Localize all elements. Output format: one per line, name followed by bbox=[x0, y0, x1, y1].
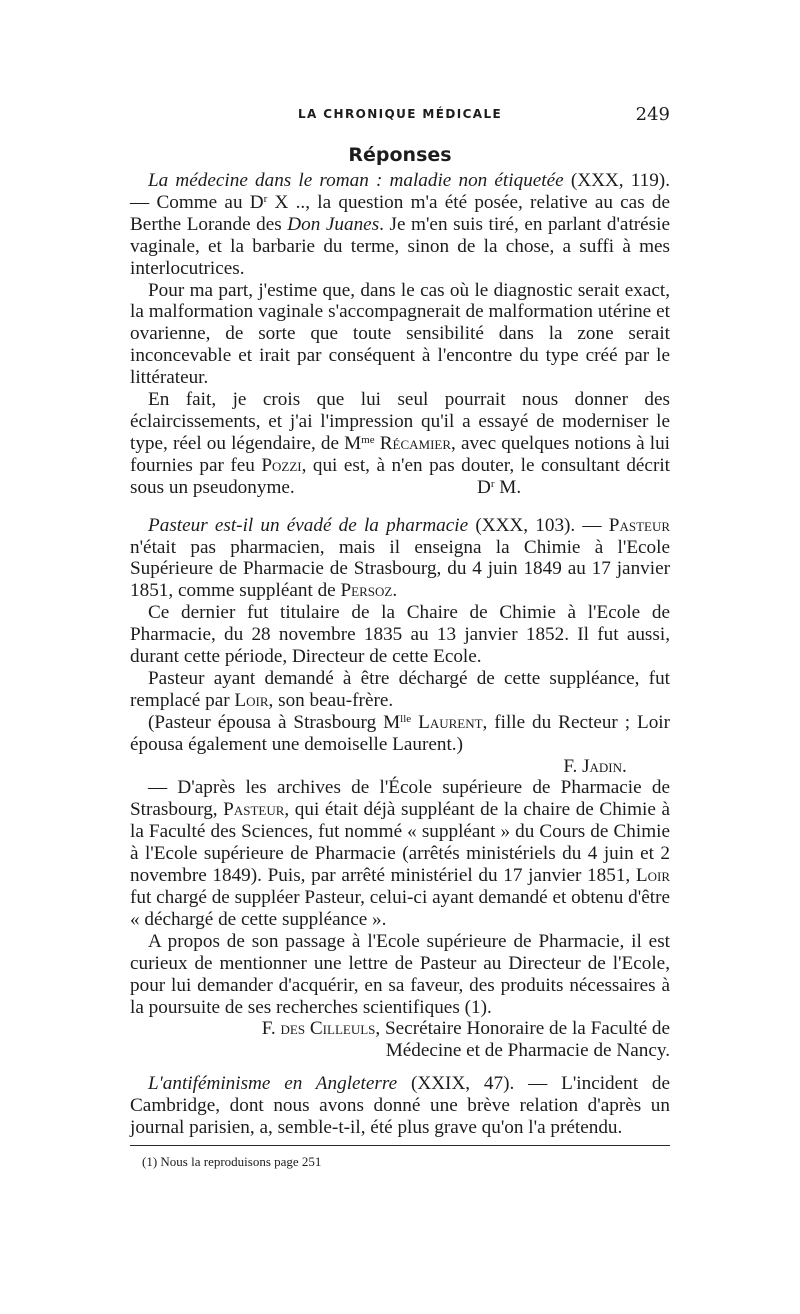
book-title: Don Juanes bbox=[287, 213, 380, 235]
reponse-3-paragraph-2: A propos de son passage à l'Ecole supérieure de Pharmacie, il est curieux de mentionner une lettre de Pasteur au Directeur de l'Ecole, pour lui demander d'acquérir, en sa faveur, des produits nécessaires à la poursuite de ses recherches scientifiques (1). bbox=[130, 930, 670, 1018]
reponse-1-signature bbox=[477, 477, 521, 498]
reponse-1-paragraph-2: Pour ma part, j'estime que, dans le cas où le diagnostic serait exact, la malformation vaginale s'accompagnerait de malformation utérine et ovarienne, de sorte que toute sensibilité dans la zone serait inconcevable et irait par conséquent à l'encontre du type créé par le littérateur. bbox=[130, 279, 670, 389]
person-name: Persoz bbox=[340, 580, 393, 602]
text-run: . Je m'en suis tiré, en parlant d'atrésie vaginale, et la barbarie du terme, sinon de la chose, a suffi à mes interlocutrices. bbox=[130, 213, 670, 279]
footnote-divider bbox=[130, 1145, 670, 1146]
reponse-3-signature-line-2: Médecine et de Pharmacie de Nancy. bbox=[385, 1040, 670, 1062]
reponse-3-paragraph-1 bbox=[130, 777, 670, 930]
person-name: Loir bbox=[234, 689, 269, 711]
page bbox=[130, 104, 670, 1170]
reponse-4-paragraph bbox=[130, 1073, 670, 1139]
article-body bbox=[130, 170, 670, 1139]
text-run: Pasteur ayant demandé à être déchargé de cette suppléance, fut remplacé par bbox=[130, 667, 670, 711]
person-name: Loir bbox=[635, 865, 670, 887]
person-name: Jadin bbox=[582, 755, 623, 777]
text-run: L'incident de Cambridge, dont nous avons donné une brève relation d'après un journal parisien, a, semble-t-il, été plus grave qu'on l'a prétendu. bbox=[130, 1073, 670, 1139]
text-run: — D'après les archives de l'École supérieure de Pharmacie de Strasbourg, bbox=[130, 777, 670, 821]
reponse-2-paragraph-4 bbox=[130, 712, 670, 756]
text-run: M. bbox=[494, 476, 522, 498]
text-run: fut chargé de suppléer Pasteur, celui-ci ayant demandé et obtenu d'être « déchargé de cette suppléance ». bbox=[130, 887, 670, 930]
text-run: F. bbox=[563, 755, 583, 777]
person-name: Récamier bbox=[379, 432, 452, 454]
page-number: 249 bbox=[635, 104, 670, 125]
superscript: lle bbox=[400, 712, 412, 725]
person-name: Laurent bbox=[418, 711, 483, 733]
text-run: (Pasteur épousa à Strasbourg M bbox=[148, 711, 401, 733]
reponse-2-paragraph-3 bbox=[130, 668, 670, 712]
person-name: des Cilleuls bbox=[280, 1018, 376, 1040]
text-run: F. bbox=[261, 1018, 281, 1040]
superscript: me bbox=[361, 433, 375, 446]
text-run: Comme au D bbox=[156, 191, 264, 213]
section-title: Réponses bbox=[348, 144, 452, 166]
person-name: Pasteur bbox=[608, 514, 671, 536]
footnote: (1) Nous la reproduisons page 251 bbox=[142, 1153, 322, 1169]
reponse-4-title: L'antiféminisme en Angleterre bbox=[148, 1073, 398, 1095]
reponse-2-signature bbox=[130, 756, 670, 778]
reponse-4-ref: (XXIX, 47). — bbox=[410, 1073, 548, 1095]
reponse-1-title: La médecine dans le roman : maladie non étiquetée bbox=[148, 170, 564, 191]
text-run: , son beau-frère. bbox=[268, 689, 394, 711]
person-name: Pozzi bbox=[261, 454, 302, 476]
text-run: En fait, je crois que lui seul pourrait nous donner des éclaircissements, et j'ai l'impression qu'il a essayé de moderniser le type, réel ou légendaire, de M bbox=[130, 389, 670, 454]
text-run: n'était pas pharmacien, mais il enseigna la Chimie à l'Ecole Supérieure de Pharmacie de Strasbourg, du 4 juin 1849 au 17 janvier 1851, comme suppléant de bbox=[130, 536, 670, 602]
reponse-2-ref: (XXX, 103). — bbox=[475, 514, 609, 536]
text-run: , fille du Recteur ; Loir épousa également une demoiselle Laurent.) bbox=[130, 711, 671, 755]
reponse-1-paragraph-1 bbox=[130, 170, 670, 280]
person-name: Pasteur bbox=[223, 799, 285, 821]
text-run: X .., la question m'a été posée, relative au cas de Berthe Lorande des bbox=[130, 191, 671, 235]
reponse-2-title: Pasteur est-il un évadé de la pharmacie bbox=[148, 514, 469, 536]
text-run: , avec quelques notions à lui fournies par feu bbox=[130, 432, 671, 476]
text-run: , Secrétaire Honoraire de la Faculté de bbox=[375, 1018, 670, 1040]
text-run: . bbox=[392, 580, 398, 602]
running-header bbox=[130, 104, 670, 130]
reponse-1-paragraph-3 bbox=[130, 389, 670, 499]
reponse-3-signature-line-1 bbox=[130, 1018, 670, 1040]
reponse-2-paragraph-1 bbox=[130, 515, 670, 603]
text-run: . bbox=[622, 755, 627, 777]
superscript: r bbox=[490, 477, 495, 490]
superscript: r bbox=[263, 192, 268, 205]
journal-title: LA CHRONIQUE MÉDICALE bbox=[298, 107, 503, 121]
text-run: D bbox=[476, 476, 491, 498]
reponse-2-paragraph-2: Ce dernier fut titulaire de la Chaire de Chimie à l'Ecole de Pharmacie, du 28 novembre 1835 au 13 janvier 1852. Il fut aussi, durant cette période, Directeur de cette Ecole. bbox=[130, 602, 670, 668]
text-run: , qui est, à n'en pas douter, le consultant décrit sous un pseudonyme. bbox=[130, 454, 671, 498]
text-run: , qui était déjà suppléant de la chaire de Chimie à la Faculté des Sciences, fut nommé « suppléant » du Cours de Chimie à l'Ecole supérieure de Pharmacie (arrêtés ministériels du 4 juin et 2 novembre 1849). Puis, par arrêté ministériel du 17 janvier 1851, bbox=[130, 799, 670, 887]
reponse-1-ref: (XXX, 119). — bbox=[130, 170, 670, 213]
